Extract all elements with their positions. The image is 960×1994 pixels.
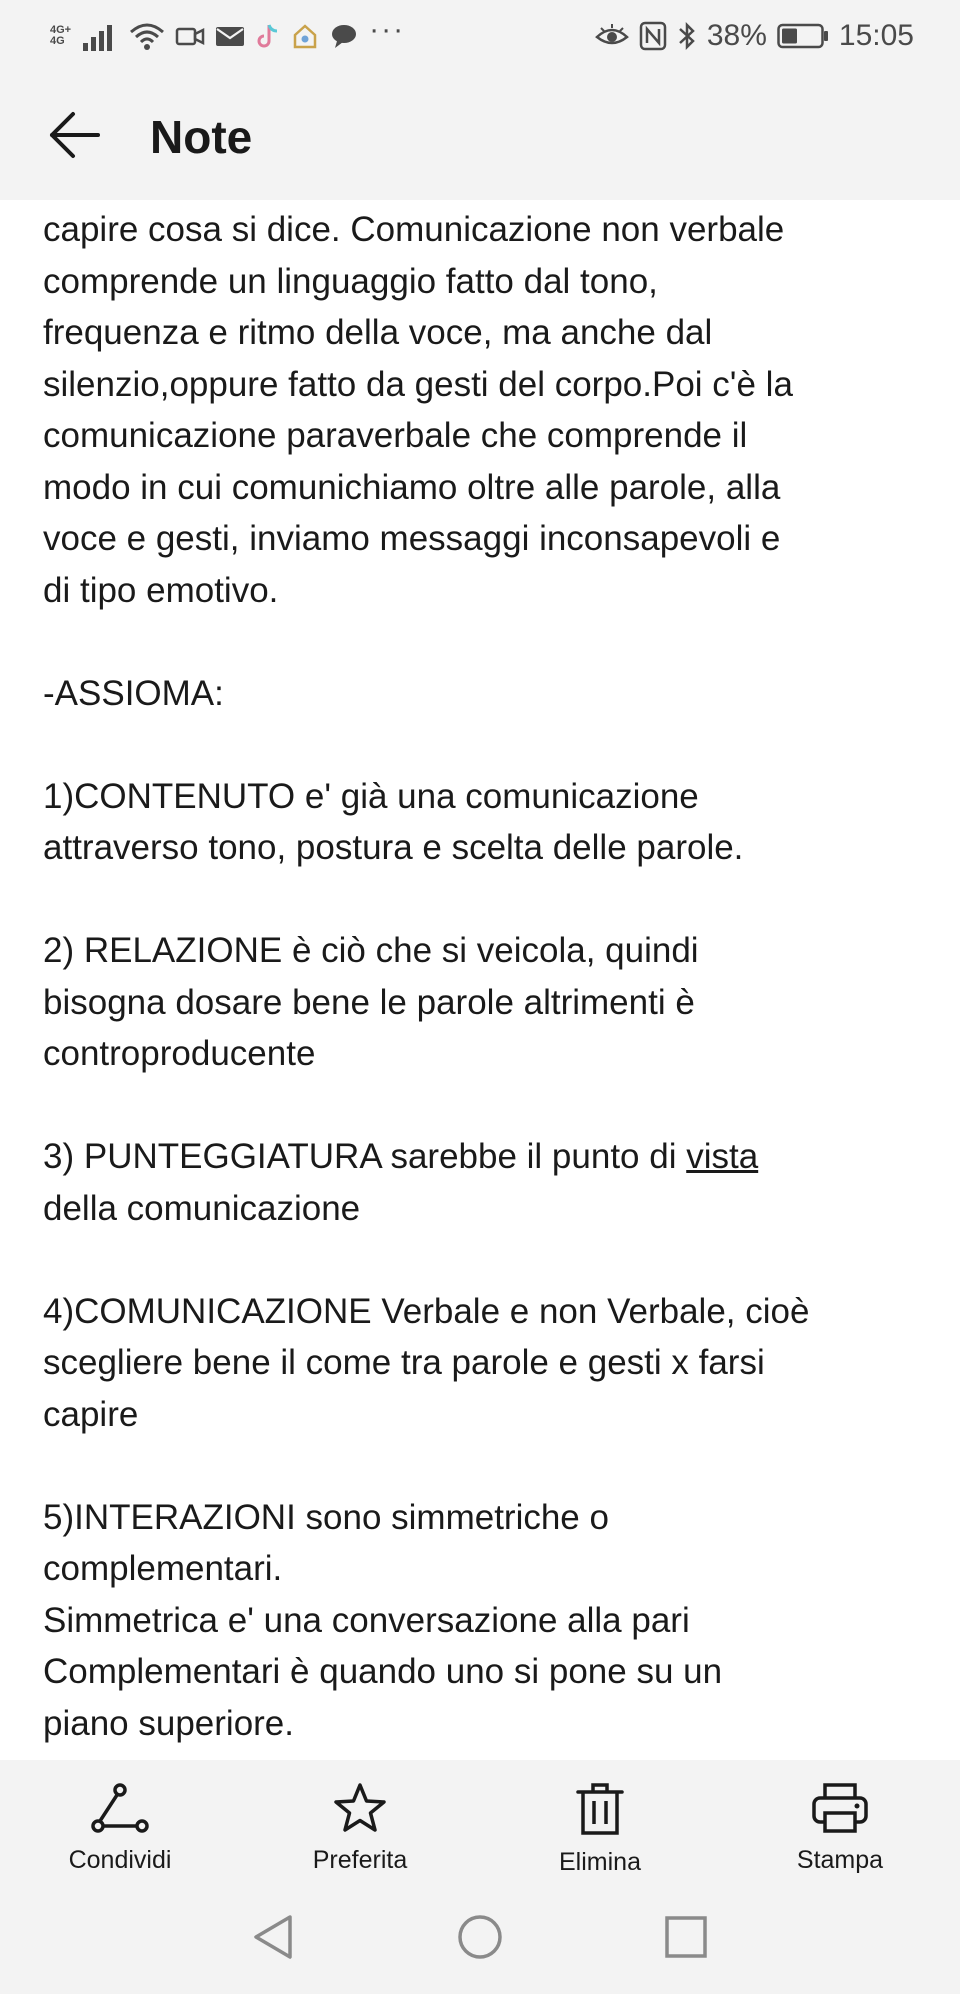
note-line-text: Complementari è quando uno si pone su un [43,1652,723,1691]
note-line-text: controproducente [43,1034,316,1073]
note-line [43,565,923,617]
arrow-left-icon [49,111,101,164]
video-call-icon [175,24,205,48]
note-text[interactable] [43,204,923,1749]
nfc-icon [639,21,667,51]
note-line-text: Simmetrica e' una conversazione alla pari [43,1600,690,1640]
note-line-text: silenzio,oppure fatto da gesti del corpo.Poi c'è la [43,364,793,404]
note-line [43,256,923,308]
signal-icon [83,21,119,51]
clock: 15:05 [838,19,914,52]
note-line-text: 2) RELAZIONE è ciò che si veicola, quindi [43,931,699,970]
note-line-text: scegliere bene il come tra parole e gesti x farsi [43,1343,765,1382]
note-line-text: 3) PUNTEGGIATURA sarebbe il punto di [43,1137,687,1176]
note-line [43,1131,923,1183]
status-bar-left [50,13,406,51]
status-bar-right [595,19,914,53]
note-line-text: capire cosa si dice. Comunicazione non verbale [43,210,785,249]
share-button[interactable] [0,1760,240,1884]
square-recents-icon [664,1915,708,1964]
underlined-word: vista [686,1137,759,1176]
note-line [43,668,923,720]
battery-percent: 38% [706,19,767,52]
note-line [43,359,923,411]
page-title: Note [150,111,253,163]
eye-comfort-icon [595,23,629,49]
home-app-icon [291,22,319,50]
note-line-text: piano superiore. [43,1703,294,1743]
note-line [43,771,923,823]
system-navigation-bar [0,1884,960,1994]
back-button[interactable] [44,106,106,168]
more-notifications-icon: ··· [369,13,406,46]
trash-icon [576,1782,624,1836]
tiktok-icon [255,22,281,50]
note-line [43,307,923,359]
favorite-button[interactable] [240,1760,480,1884]
note-line [43,1286,923,1338]
triangle-back-icon [252,1913,296,1966]
star-icon [332,1782,388,1834]
network-type-top: 4G+ [50,24,72,36]
bluetooth-icon [677,21,697,51]
note-line-text: di tipo emotivo. [43,570,279,610]
note-line [43,1492,923,1544]
delete-button[interactable] [480,1760,720,1884]
note-line-text: della comunicazione [43,1188,361,1228]
nav-back-button[interactable] [244,1909,304,1969]
note-line [43,1543,923,1595]
printer-icon [811,1782,869,1834]
note-line [43,977,923,1029]
mail-icon [215,24,245,48]
nav-home-button[interactable] [450,1909,510,1969]
note-line [43,1698,923,1750]
note-line-text: comunicazione paraverbale che comprende il [43,416,748,455]
network-type-bottom: 4G [50,35,65,47]
delete-label: Elimina [559,1848,641,1876]
battery-icon [777,23,829,49]
note-line [43,1080,923,1132]
bottom-toolbar [0,1760,960,1884]
note-line [43,1595,923,1647]
share-label: Condividi [68,1846,172,1874]
print-button[interactable] [720,1760,960,1884]
note-line [43,616,923,668]
note-line [43,1440,923,1492]
note-line-text: complementari. [43,1549,283,1588]
note-line [43,719,923,771]
note-line-text: -ASSIOMA: [43,673,224,713]
network-type [50,25,71,47]
note-line [43,1234,923,1286]
nav-recents-button[interactable] [656,1909,716,1969]
note-line [43,513,923,565]
chat-icon [329,22,359,50]
note-line [43,925,923,977]
note-line [43,874,923,926]
note-line-text: 5)INTERAZIONI sono simmetriche o [43,1497,609,1537]
note-line-text: 4)COMUNICAZIONE Verbale e non Verbale, cioè [43,1291,810,1331]
print-label: Stampa [796,1846,884,1874]
note-line [43,822,923,874]
note-line-text: voce e gesti, inviamo messaggi inconsapevoli e [43,519,781,558]
wifi-icon [129,21,165,51]
favorite-label: Preferita [312,1846,408,1874]
note-line [43,1183,923,1235]
share-icon [90,1782,150,1834]
note-line [43,1389,923,1441]
note-line [43,462,923,514]
note-line-text: bisogna dosare bene le parole altrimenti è [43,982,695,1022]
note-line-text: attraverso tono, postura e scelta delle parole. [43,828,744,867]
note-line-text: comprende un linguaggio fatto dal tono, [43,261,658,301]
note-line [43,1646,923,1698]
note-line-text: frequenza e ritmo della voce, ma anche dal [43,313,713,352]
note-line [43,1028,923,1080]
app-bar [0,72,960,200]
note-line-text: capire [43,1394,139,1434]
note-line-text: 1)CONTENUTO e' già una comunicazione [43,776,699,816]
note-line [43,1337,923,1389]
note-content[interactable] [0,200,960,1760]
note-line [43,410,923,462]
note-line [43,204,923,256]
note-line-text: modo in cui comunichiamo oltre alle parole, alla [43,467,781,507]
status-bar [0,0,960,72]
circle-home-icon [456,1913,504,1966]
